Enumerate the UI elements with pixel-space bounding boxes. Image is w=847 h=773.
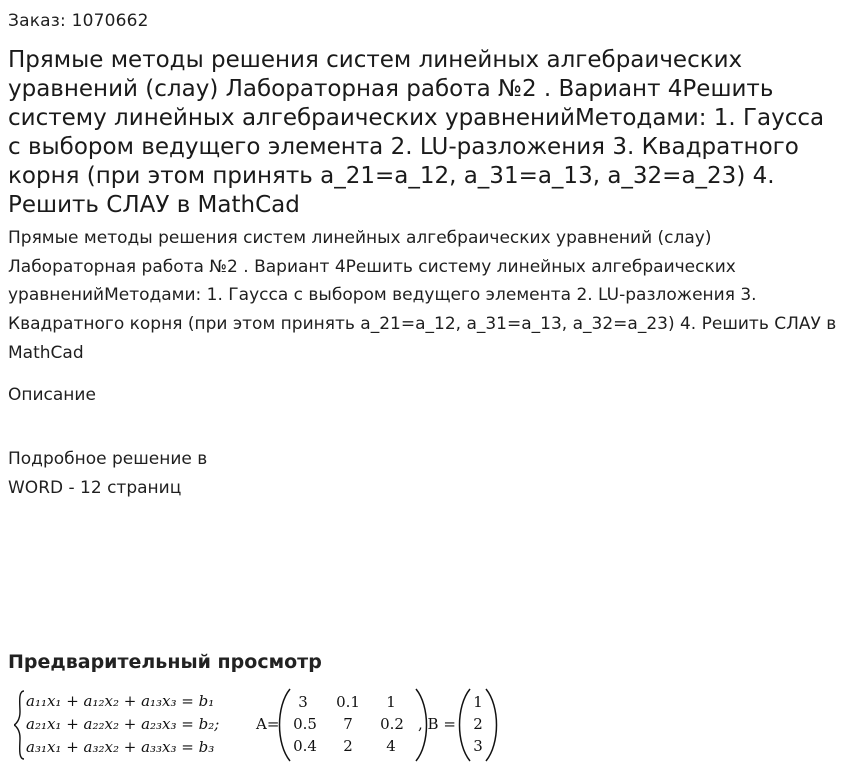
- order-number: Заказ: 1070662: [8, 11, 149, 31]
- matrix-a-cell: 0.5: [293, 715, 317, 733]
- matrix-b-label: , B =: [418, 715, 456, 733]
- document-page: [8, 0, 838, 503]
- page-title: Прямые методы решения систем линейных алгебраических уравнений (слау) Лабораторная работа №2 . Вариант 4Решить систему линейных алгебраических уравненийМетодами: 1. Гаусса с выбором ведущего элемента 2. LU-разложения 3. Квадратного корня (при этом принять a_21=a_12, a_31=a_13, a_32=a_23) 4. Решить СЛАУ в MathCad: [8, 47, 825, 218]
- equation-row-1: a₁₁x₁ + a₁₂x₂ + a₁₃x₃ = b₁: [26, 692, 215, 710]
- matrix-a-cell: 0.1: [336, 693, 360, 711]
- detail-line-2: WORD - 12 страниц: [8, 477, 182, 498]
- matrix-b-cell: 2: [473, 715, 483, 733]
- matrix-b-cell: 3: [473, 737, 483, 755]
- matrix-a-cell: 3: [298, 693, 308, 711]
- matrix-a-cell: 7: [343, 715, 353, 733]
- matrix-a-cell: 1: [386, 693, 396, 711]
- description-heading: Описание: [8, 384, 96, 405]
- matrix-b-right-paren-icon: [486, 689, 497, 761]
- matrix-a-cell: 0.2: [380, 715, 404, 733]
- equation-preview-svg: [14, 686, 504, 764]
- equation-row-3: a₃₁x₁ + a₃₂x₂ + a₃₃x₃ = b₃: [26, 738, 215, 756]
- matrix-a-cell: 0.4: [293, 737, 317, 755]
- description-text: Прямые методы решения систем линейных алгебраических уравнений (слау) Лабораторная работа №2 . Вариант 4Решить систему линейных алгебраических уравненийМетодами: 1. Гаусса с выбором ведущего элемента 2. LU-разложения 3. Квадратного корня (при этом принять a_21=a_12, a_31=a_13, a_32=a_23) 4. Решить СЛАУ в MathCad: [8, 228, 837, 363]
- matrix-b-left-paren-icon: [460, 689, 471, 761]
- preview-heading: Предварительный просмотр: [8, 651, 322, 673]
- system-brace-icon: [14, 691, 24, 759]
- solution-details: [8, 445, 838, 503]
- matrix-a-cell: 4: [386, 737, 396, 755]
- equation-row-2: a₂₁x₁ + a₂₂x₂ + a₂₃x₃ = b₂;: [26, 715, 220, 733]
- matrix-b-cell: 1: [473, 693, 483, 711]
- preview-image: [14, 686, 504, 764]
- detail-line-1: Подробное решение в: [8, 448, 208, 469]
- matrix-a-label: A=: [256, 715, 280, 733]
- matrix-a-left-paren-icon: [280, 689, 291, 761]
- matrix-a-cell: 2: [343, 737, 353, 755]
